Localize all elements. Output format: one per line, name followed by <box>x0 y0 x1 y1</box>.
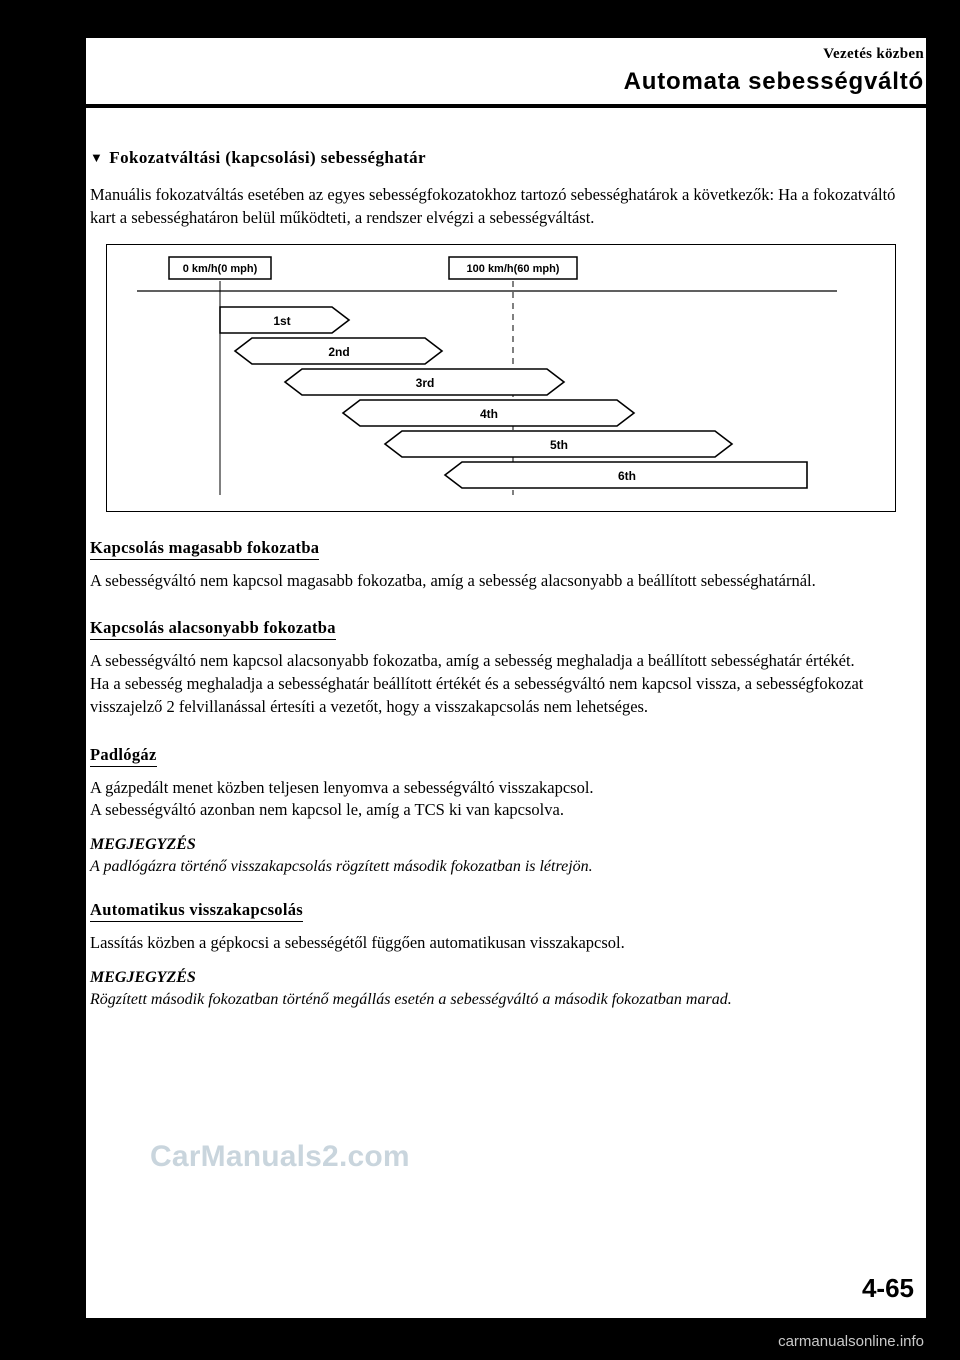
svg-text:6th: 6th <box>618 468 636 483</box>
svg-text:5th: 5th <box>550 437 568 452</box>
page-number: 4-65 <box>861 1273 914 1303</box>
paragraph-auto-downshift-1: Lassítás közben a gépkocsi a sebességétől függően automatikusan visszakapcsol. <box>90 933 625 953</box>
paragraph-downshift-1: A sebességváltó nem kapcsol alacsonyabb fokozatba, amíg a sebesség meghaladja a beállított sebességhatár értékét. <box>90 651 855 671</box>
svg-text:2nd: 2nd <box>328 344 350 359</box>
section-heading-text: Fokozatváltási (kapcsolási) sebességhatár <box>109 148 427 167</box>
section-heading <box>90 148 912 168</box>
paragraph-kickdown-1: A gázpedált menet közben teljesen lenyomva a sebességváltó visszakapcsol. <box>90 777 594 797</box>
subheading-auto-downshift: Automatikus visszakapcsolás <box>90 900 303 922</box>
page-frame-top <box>0 0 960 38</box>
svg-text:3rd: 3rd <box>415 375 435 390</box>
svg-text:4th: 4th <box>480 406 498 421</box>
paragraph-kickdown-2: A sebességváltó azonban nem kapcsol le, amíg a TCS ki van kapcsolva. <box>90 800 564 820</box>
subheading-downshift: Kapcsolás alacsonyabb fokozatba <box>90 618 336 640</box>
note-body-kickdown: A padlógázra történő visszakapcsolás rögzített második fokozatban is létrejön. <box>90 858 593 876</box>
watermark: CarManuals2.com <box>150 1140 410 1173</box>
shift-speed-range-diagram <box>106 244 896 512</box>
subheading-kickdown: Padlógáz <box>90 745 157 767</box>
subheading-upshift: Kapcsolás magasabb fokozatba <box>90 538 319 560</box>
page-frame-left <box>0 0 86 1360</box>
note-title-auto-downshift: MEGJEGYZÉS <box>90 968 196 986</box>
page-frame-right <box>926 0 960 1360</box>
triangle-bullet-icon: ▼ <box>90 150 104 165</box>
section-intro-paragraph: Manuális fokozatváltás esetében az egyes sebességfokozatokhoz tartozó sebességhatárok a következők: Ha a fokozatváltó kart a sebességhatáron belül működteti, a rendszer elvégzi a sebességváltást. <box>90 185 896 227</box>
note-title-kickdown: MEGJEGYZÉS <box>90 836 196 854</box>
footer-brand: carmanualsonline.info <box>778 1333 924 1350</box>
svg-text:0 km/h(0 mph): 0 km/h(0 mph) <box>182 262 258 275</box>
page-content <box>86 108 926 1318</box>
breadcrumb: Vezetés közben <box>823 46 924 62</box>
svg-text:1st: 1st <box>273 313 291 328</box>
svg-text:100 km/h(60 mph): 100 km/h(60 mph) <box>466 262 560 275</box>
note-body-auto-downshift: Rögzített második fokozatban történő megállás esetén a sebességváltó a második fokozatban marad. <box>90 990 732 1008</box>
paragraph-upshift-1: A sebességváltó nem kapcsol magasabb fokozatba, amíg a sebesség alacsonyabb a beállított sebességhatárnál. <box>90 570 816 590</box>
page-header <box>86 38 926 108</box>
paragraph-downshift-2: Ha a sebesség meghaladja a sebességhatár beállított értékét és a sebességváltó nem kapcsol vissza, a sebességfokozat visszajelző 2 felvillanással értesíti a vezetőt, hogy a visszakapcsolás nem lehetséges. <box>90 674 864 716</box>
page-title: Automata sebességváltó <box>623 68 924 95</box>
